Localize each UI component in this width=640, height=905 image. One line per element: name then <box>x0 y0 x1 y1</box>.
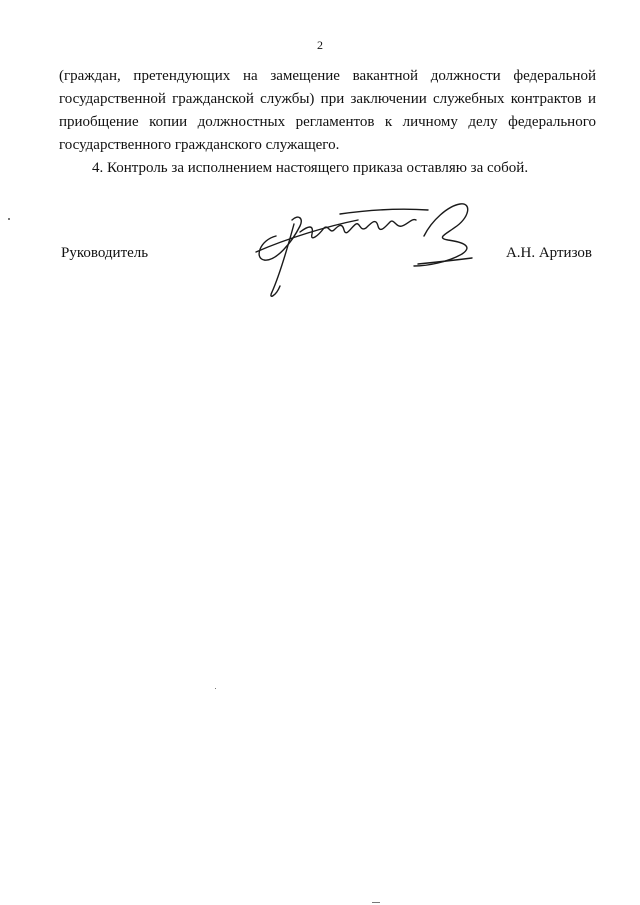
scan-speck <box>372 902 380 903</box>
scan-speck <box>8 218 10 220</box>
signature-stroke-tail <box>271 224 294 296</box>
signature-stroke-loop <box>259 217 301 260</box>
signature-stroke-top <box>340 209 428 214</box>
document-body <box>59 65 596 180</box>
page-number: 2 <box>317 38 323 52</box>
signatory-name: А.Н. Артизов <box>505 245 592 261</box>
signature-stroke-body <box>300 220 416 238</box>
signature-stroke-underline <box>418 258 472 264</box>
continuation-paragraph: (граждан, претендующих на замещение вакантной должности федеральной государственной гражданской службы) при заключении служебных контрактов и приобщение копии должностных регламентов к личному делу федерального государственного гражданского служащего. <box>59 68 596 153</box>
signatory-position: Руководитель <box>61 245 149 261</box>
handwritten-signature <box>248 196 484 300</box>
paragraph-4: 4. Контроль за исполнением настоящего приказа оставляю за собой. <box>92 160 529 176</box>
signature-stroke-finish <box>414 204 468 266</box>
scan-speck <box>215 688 216 689</box>
signature-stroke-cross <box>256 220 358 252</box>
